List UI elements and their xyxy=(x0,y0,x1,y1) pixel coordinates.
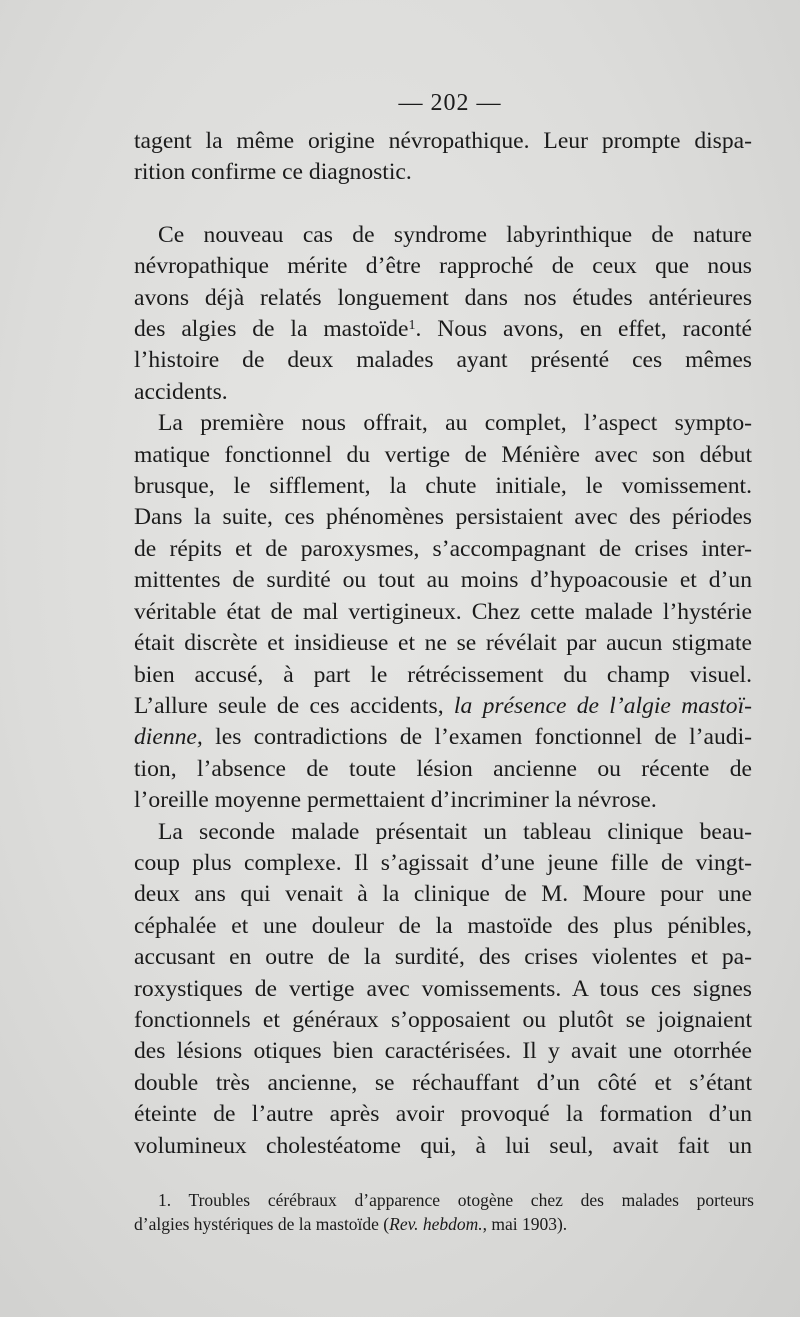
text-line: de répits et de paroxysmes, s’accompagnant de crises inter- xyxy=(134,535,752,562)
page-number: — 202 — xyxy=(398,90,502,116)
italic-segment: la présence de l’algie mastoï- xyxy=(453,692,752,719)
body-text xyxy=(134,126,752,1162)
footnote-line: 1. Troubles cérébraux d’apparence otogène chez des malades porteurs xyxy=(158,1190,754,1210)
text-segment: des algies de la mastoïde xyxy=(134,316,409,343)
text-line: véritable état de mal vertigineux. Chez cette malade l’hystérie xyxy=(134,598,752,625)
text-line: névropathique mérite d’être rapproché de ceux que nous xyxy=(134,253,752,280)
text-segment: , mai 1903). xyxy=(482,1214,568,1234)
text-line: bien accusé, à part le rétrécissement du champ visuel. xyxy=(134,661,752,688)
text-line: La seconde malade présentait un tableau clinique beau- xyxy=(158,818,752,845)
text-segment: d’algies hystériques de la mastoïde ( xyxy=(134,1214,390,1234)
text-line: Dans la suite, ces phénomènes persistaient avec des périodes xyxy=(134,504,752,531)
text-line: fonctionnels et généraux s’opposaient ou plutôt se joignaient xyxy=(134,1006,752,1033)
text-line: La première nous offrait, au complet, l’aspect sympto- xyxy=(158,410,752,437)
text-line: volumineux cholestéatome qui, à lui seul, avait fait un xyxy=(134,1132,752,1159)
italic-segment: dienne, xyxy=(134,724,203,751)
text-line: coup plus complexe. Il s’agissait d’une jeune fille de vingt- xyxy=(134,849,752,876)
text-segment: les contradictions de l’examen fonctionnel de l’audi- xyxy=(202,724,752,751)
text-line xyxy=(134,722,752,753)
text-line: accusant en outre de la surdité, des crises violentes et pa- xyxy=(134,944,752,971)
text-line: roxystiques de vertige avec vomissements. A tous ces signes xyxy=(134,975,752,1002)
text-line: tion, l’absence de toute lésion ancienne ou récente de xyxy=(134,755,752,782)
text-line: double très ancienne, se réchauffant d’un côté et s’étant xyxy=(134,1069,752,1096)
text-line xyxy=(134,314,752,345)
text-line: rition confirme ce diagnostic. xyxy=(134,159,412,186)
footnotes xyxy=(134,1188,754,1236)
footnote-line xyxy=(134,1212,754,1236)
text-line: Ce nouveau cas de syndrome labyrinthique de nature xyxy=(158,221,752,248)
text-line: tagent la même origine névropathique. Leur prompte dispa- xyxy=(134,128,752,154)
text-line: céphalée et une douleur de la mastoïde des plus pénibles, xyxy=(134,912,752,939)
text-line xyxy=(134,691,752,722)
text-line: éteinte de l’autre après avoir provoqué la formation d’un xyxy=(134,1101,752,1128)
text-line: des lésions otiques bien caractérisées. Il y avait une otorrhée xyxy=(134,1038,752,1065)
text-line: l’histoire de deux malades ayant présenté ces mêmes xyxy=(134,347,752,374)
text-line: matique fonctionnel du vertige de Ménière avec son début xyxy=(134,441,752,468)
text-line: deux ans qui venait à la clinique de M. Moure pour une xyxy=(134,881,752,908)
footnote-ref: 1 xyxy=(408,318,416,334)
text-line: accidents. xyxy=(134,378,228,405)
text-line: était discrète et insidieuse et ne se révélait par aucun stigmate xyxy=(134,630,752,657)
text-line: l’oreille moyenne permettaient d’incriminer la névrose. xyxy=(134,787,657,814)
paragraph-gap xyxy=(134,189,752,220)
text-line: mittentes de surdité ou tout au moins d’hypoacousie et d’un xyxy=(134,567,752,594)
italic-segment: Rev. hebdom. xyxy=(389,1214,483,1234)
text-segment: . Nous avons, en effet, raconté xyxy=(415,316,752,343)
text-segment: L’allure seule de ces accidents, xyxy=(134,692,454,719)
text-line: brusque, le sifflement, la chute initiale, le vomissement. xyxy=(134,473,752,500)
text-line: avons déjà relatés longuement dans nos études antérieures xyxy=(134,284,752,311)
